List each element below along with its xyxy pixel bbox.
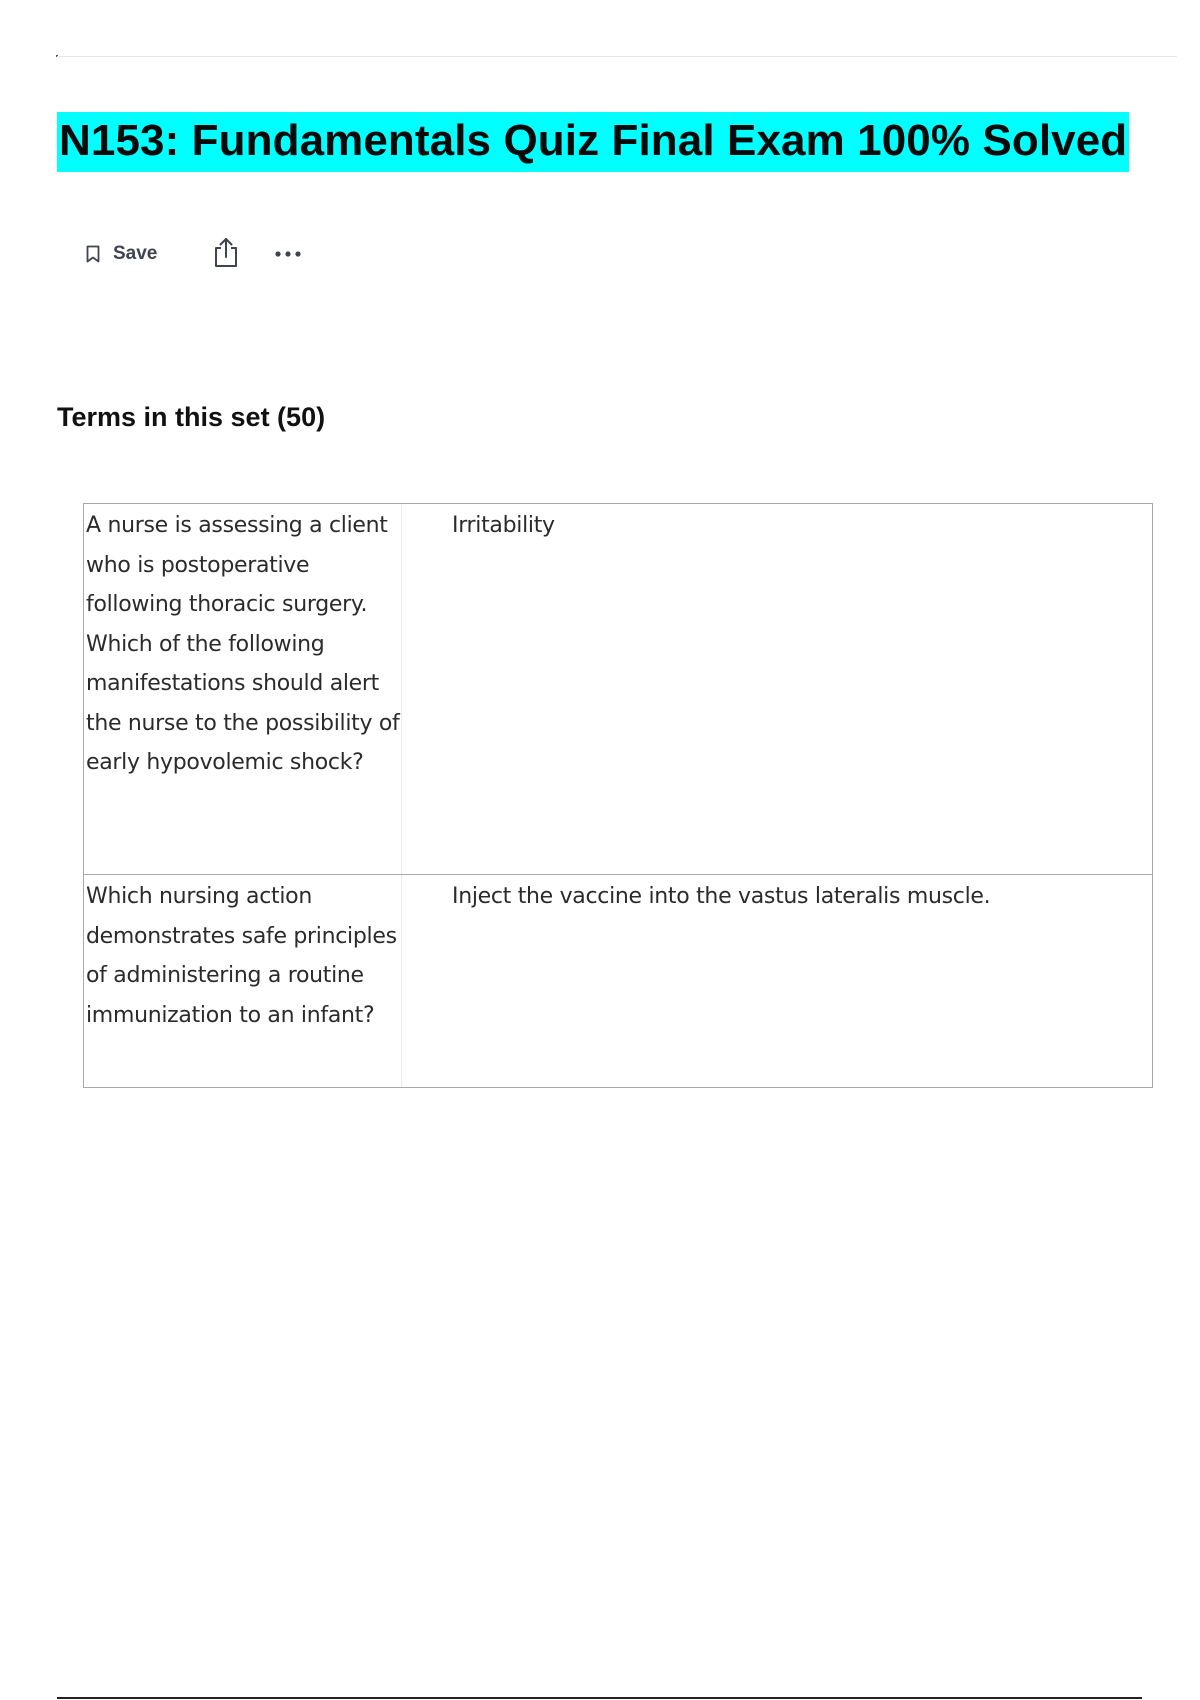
save-label: Save — [113, 243, 158, 264]
term-row — [84, 504, 1152, 874]
definition-text: Inject the vaccine into the vastus lateralis muscle. — [452, 884, 991, 909]
bottom-divider — [57, 1697, 1142, 1699]
share-button[interactable] — [211, 237, 241, 271]
definition-text: Irritability — [452, 513, 555, 538]
terms-heading: Terms in this set (50) — [57, 402, 326, 432]
terms-table — [83, 503, 1153, 1088]
more-options-icon — [273, 245, 303, 263]
toolbar — [86, 236, 305, 272]
more-options-button[interactable] — [271, 239, 305, 269]
term-text: Which nursing action demonstrates safe principles of administering a routine immunization to an infant? — [84, 875, 402, 1087]
save-button[interactable] — [86, 243, 157, 265]
bookmark-icon — [86, 245, 100, 263]
term-text: A nurse is assessing a client who is postoperative following thoracic surgery. Which of the following manifestations should alert the nurse to the possibility of early hypovolemic shock? — [84, 504, 402, 874]
document-title: N153: Fundamentals Quiz Final Exam 100% Solved — [57, 112, 1129, 172]
share-icon — [212, 236, 240, 273]
top-divider — [57, 56, 1177, 57]
term-row — [84, 874, 1152, 1087]
